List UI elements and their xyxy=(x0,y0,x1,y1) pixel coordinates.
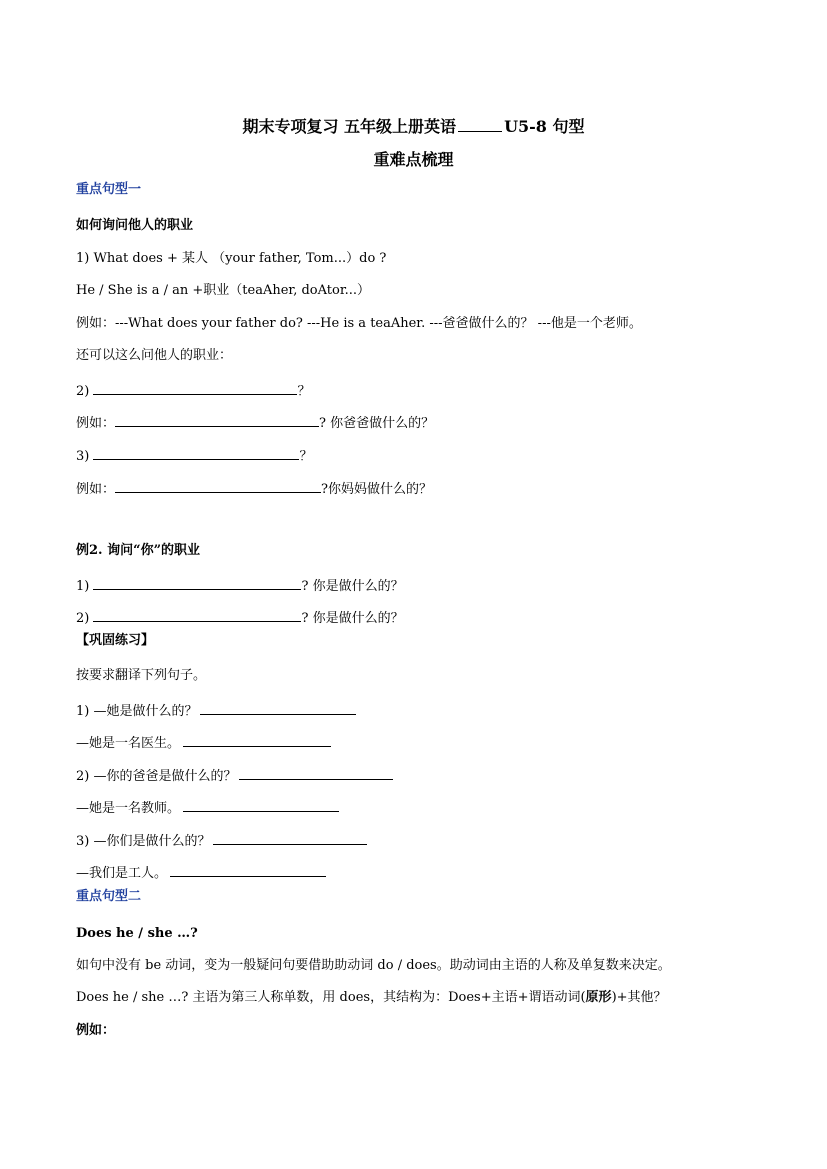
example2-line2 xyxy=(76,608,404,627)
section1-line1: 1) What does + 某人 （your father, Tom...）do ? xyxy=(76,251,387,266)
ex2-line1-suffix: ? 你是做什么的？ xyxy=(301,579,404,594)
section1-heading: 重点句型一 xyxy=(76,182,142,197)
practice-instruction: 按要求翻译下列句子。 xyxy=(76,668,207,683)
ex2-line1-prefix: 1) xyxy=(76,579,94,594)
q3b-text: —我们是工人。 xyxy=(76,866,168,881)
answer-blank[interactable] xyxy=(115,413,319,427)
section1-line3: 例如：---What does your father do? ---He is a teaAher. ---爸爸做什么的？ ---他是一个老师。 xyxy=(76,316,642,331)
q1a-text: 1) —她是做什么的？ xyxy=(76,704,198,719)
answer-blank[interactable] xyxy=(93,446,299,460)
answer-blank[interactable] xyxy=(183,798,339,812)
example2-heading: 例2. 询问“你”的职业 xyxy=(76,543,201,558)
q2a-text: 2) —你的爸爸是做什么的？ xyxy=(76,769,237,784)
answer-blank[interactable] xyxy=(213,831,367,845)
answer-blank[interactable] xyxy=(93,576,301,590)
title-part1: 期末专项复习 五年级上册英语 xyxy=(242,117,457,136)
title-part2: U5-8 句型 xyxy=(504,117,585,136)
ex2-line2-prefix: 2) xyxy=(76,611,94,626)
practice-heading: 【巩固练习】 xyxy=(76,633,155,648)
answer-blank[interactable] xyxy=(200,701,356,715)
line5-prefix: 2) xyxy=(76,384,94,399)
practice-q3b xyxy=(76,863,326,882)
section1-line2: He / She is a / an +职业（teaAher, doAtor...） xyxy=(76,283,370,298)
section2-subheading: Does he / she …? xyxy=(76,926,198,941)
line6-prefix: 例如： xyxy=(76,416,116,431)
s2-line2-bold: 原形 xyxy=(585,990,612,1005)
q3a-text: 3) —你们是做什么的？ xyxy=(76,834,211,849)
s2-line2-prefix: Does he / she …? 主语为第三人称单数，用 does，其结构为：Does+主语+谓语动词( xyxy=(76,990,586,1005)
section1-line7 xyxy=(76,446,313,465)
ex2-line2-suffix: ? 你是做什么的？ xyxy=(301,611,404,626)
section2-heading: 重点句型二 xyxy=(76,889,142,904)
section1-subheading: 如何询问他人的职业 xyxy=(76,218,194,233)
answer-blank[interactable] xyxy=(239,766,393,780)
section1-line6 xyxy=(76,413,434,432)
document-title xyxy=(0,114,827,137)
section1-line5 xyxy=(76,381,311,400)
q2b-text: —她是一名教师。 xyxy=(76,801,181,816)
line5-suffix: ？ xyxy=(297,384,311,399)
section2-example-label: 例如： xyxy=(76,1023,116,1038)
line8-prefix: 例如： xyxy=(76,482,116,497)
practice-q2b xyxy=(76,798,339,817)
line7-prefix: 3) xyxy=(76,449,94,464)
line6-suffix: ? 你爸爸做什么的？ xyxy=(319,416,435,431)
answer-blank[interactable] xyxy=(93,381,297,395)
practice-q1a xyxy=(76,701,356,720)
example2-line1 xyxy=(76,576,404,595)
section1-line8 xyxy=(76,479,432,498)
s2-line2-suffix: )+其他？ xyxy=(611,990,667,1005)
title-dash-line xyxy=(458,122,502,132)
line7-suffix: ？ xyxy=(299,449,313,464)
section2-line1: 如句中没有 be 动词，变为一般疑问句要借助助动词 do / does。助动词由主语的人称及单复数来决定。 xyxy=(76,958,671,973)
answer-blank[interactable] xyxy=(115,479,321,493)
answer-blank[interactable] xyxy=(93,608,301,622)
document-subtitle: 重难点梳理 xyxy=(373,150,454,169)
answer-blank[interactable] xyxy=(183,733,331,747)
section2-line2 xyxy=(76,990,667,1006)
practice-q1b xyxy=(76,733,331,752)
q1b-text: —她是一名医生。 xyxy=(76,736,181,751)
line8-suffix: ?你妈妈做什么的？ xyxy=(321,482,432,497)
practice-q3a xyxy=(76,831,367,850)
section1-line4: 还可以这么问他人的职业： xyxy=(76,348,233,363)
practice-q2a xyxy=(76,766,393,785)
answer-blank[interactable] xyxy=(170,863,326,877)
